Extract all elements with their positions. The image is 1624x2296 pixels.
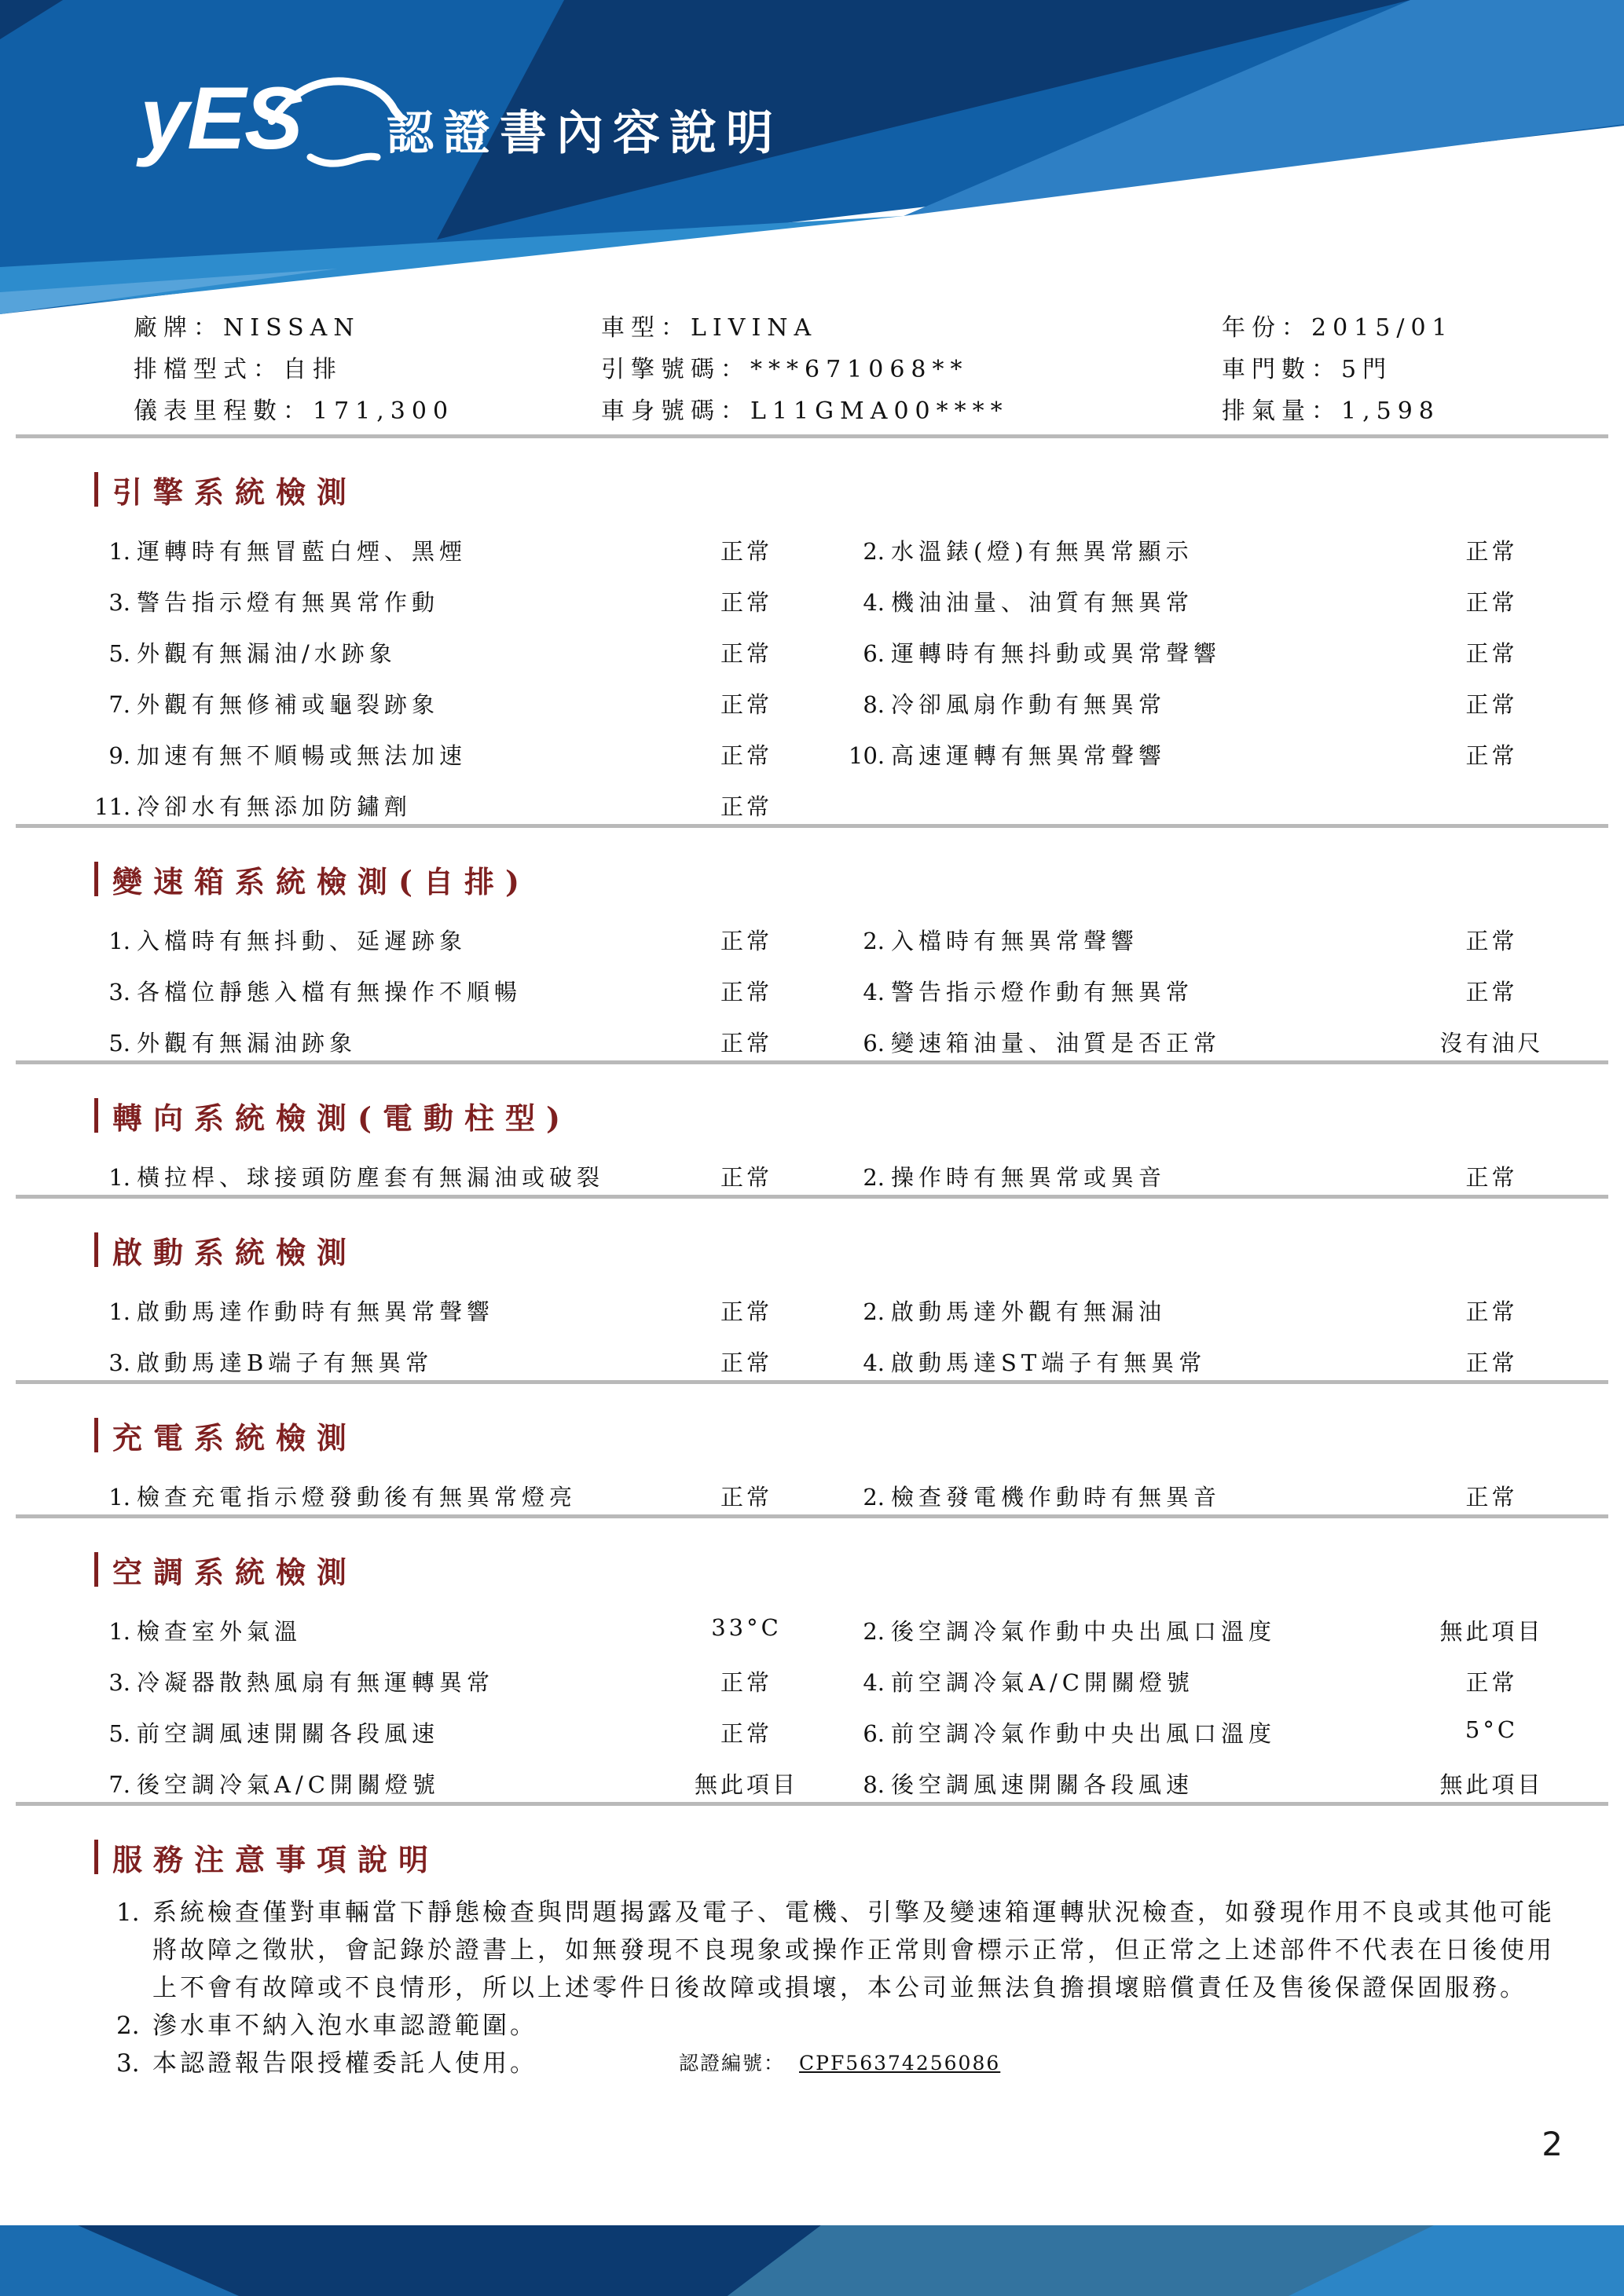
section-title-bar: [94, 472, 98, 507]
item-label: 冷卻風扇作動有無異常: [891, 691, 1167, 718]
field-value: 171,300: [313, 397, 455, 425]
inspection-row: [94, 970, 1577, 1021]
vehicle-info: [94, 308, 1577, 433]
inspection-section: [94, 1097, 1577, 1199]
item-status: 正常: [1465, 691, 1518, 718]
item-label: 機油油量、油質有無異常: [891, 589, 1194, 616]
note-text: 系統檢查僅對車輛當下靜態檢查與問題揭露及電子、電機、引擎及變速箱運轉狀況檢查，如發現作用不良或其他可能將故障之徵狀，會記錄於證書上，如無發現不良現象或操作正常則會標示正常，但正常之上述部件不代表在日後使用上不會有故障或不良情形，所以上述零件日後故障或損壞，本公司並無法負擔損壞賠償責任及售後保證保固服務。: [152, 1899, 1555, 2002]
section-divider: [16, 1195, 1608, 1199]
inspection-row: [94, 785, 1577, 824]
item-status: 正常: [720, 1164, 772, 1191]
item-number: 8.: [863, 1771, 885, 1798]
field-label: 排檔型式：: [134, 356, 283, 383]
inspection-item: [849, 919, 1406, 956]
inspection-row: [94, 632, 1577, 683]
vehicle-field: [1222, 308, 1577, 350]
inspection-row: [94, 734, 1577, 785]
item-status: 正常: [1465, 979, 1518, 1005]
item-number: 2.: [863, 1164, 885, 1191]
item-label: 入檔時有無抖動、延遲跡象: [137, 928, 467, 954]
inspection-row: [94, 1609, 1577, 1661]
inspection-item: [849, 1661, 1406, 1697]
item-status: 正常: [1465, 640, 1518, 667]
inspection-row: [94, 683, 1577, 734]
item-status: 無此項目: [1439, 1618, 1544, 1645]
inspection-section: [94, 1417, 1577, 1518]
yes-logo-text: yES: [140, 69, 302, 167]
section-divider: [16, 1514, 1608, 1518]
item-label: 冷卻水有無添加防鏽劑: [137, 793, 412, 820]
item-label: 前空調冷氣作動中央出風口溫度: [891, 1720, 1277, 1747]
item-status: 正常: [1465, 538, 1518, 565]
field-value: 1,598: [1341, 397, 1440, 425]
item-number: 5.: [108, 1030, 130, 1056]
service-notes: [94, 1894, 1577, 2082]
yes-logo: [140, 69, 423, 170]
item-label: 入檔時有無異常聲響: [891, 928, 1139, 954]
inspection-item: [849, 580, 1406, 617]
item-label: 前空調風速開關各段風速: [137, 1720, 440, 1747]
divider: [16, 434, 1608, 438]
item-number: 6.: [863, 1720, 885, 1747]
inspection-item: [849, 1712, 1406, 1749]
item-number: 4.: [863, 1349, 885, 1376]
item-status: 正常: [720, 538, 772, 565]
item-number: 7.: [108, 691, 130, 718]
item-number: 1.: [108, 1484, 130, 1511]
item-label: 啟動馬達作動時有無異常聲響: [137, 1298, 495, 1325]
item-status: 正常: [1465, 1164, 1518, 1191]
item-label: 檢查室外氣溫: [137, 1618, 302, 1645]
inspection-item: [94, 1341, 676, 1378]
inspection-item: [849, 632, 1406, 668]
field-label: 儀表里程數：: [134, 397, 313, 425]
vehicle-field: [134, 350, 601, 391]
inspection-item: [94, 734, 676, 771]
section-title-bar: [94, 1098, 98, 1133]
inspection-item: [94, 970, 676, 1007]
inspection-item: [94, 1475, 676, 1512]
inspection-item: [94, 1609, 676, 1646]
inspection-rows: [94, 1155, 1577, 1195]
item-status: 正常: [720, 1720, 772, 1747]
page-title: 認證書內容說明: [387, 106, 783, 161]
item-status: 正常: [720, 1484, 772, 1511]
item-status: 正常: [720, 1669, 772, 1696]
section-title-bar: [94, 862, 98, 896]
item-number: 1.: [108, 1164, 130, 1191]
item-number: 5.: [108, 640, 130, 667]
item-number: 1.: [108, 1618, 130, 1645]
item-number: 5.: [108, 1720, 130, 1747]
section-title-bar: [94, 1418, 98, 1452]
vehicle-field: [134, 391, 601, 433]
item-status: 5°C: [1465, 1716, 1519, 1743]
inspection-item: [94, 683, 676, 720]
item-status: 正常: [720, 691, 772, 718]
item-number: 1.: [108, 538, 130, 565]
item-label: 後空調冷氣作動中央出風口溫度: [891, 1618, 1277, 1645]
section-title: 引擎系統檢測: [112, 474, 358, 510]
inspection-item: [849, 1341, 1406, 1378]
item-number: 2.: [863, 1484, 885, 1511]
item-number: 3.: [108, 589, 130, 616]
item-label: 檢查發電機作動時有無異音: [891, 1484, 1222, 1511]
inspection-item: [849, 1609, 1406, 1646]
item-number: 2.: [863, 1618, 885, 1645]
item-label: 警告指示燈作動有無異常: [891, 979, 1194, 1005]
inspection-row: [94, 529, 1577, 580]
note-item: [116, 1894, 1577, 2007]
item-label: 橫拉桿、球接頭防塵套有無漏油或破裂: [137, 1164, 605, 1191]
inspection-rows: [94, 529, 1577, 824]
note-text: 滲水車不納入泡水車認證範圍。: [152, 2012, 537, 2040]
inspection-row: [94, 1021, 1577, 1060]
certificate-number-value: CPF56374256086: [799, 2052, 1001, 2074]
inspection-item: [94, 1661, 676, 1697]
item-label: 加速有無不順暢或無法加速: [137, 742, 467, 769]
item-number: 4.: [863, 979, 885, 1005]
field-value: L11GMA00****: [750, 397, 1009, 425]
item-number: 4.: [863, 589, 885, 616]
note-number: 2.: [116, 2012, 140, 2040]
item-number: 3.: [108, 979, 130, 1005]
item-label: 後空調冷氣A/C開關燈號: [137, 1771, 440, 1798]
field-label: 引擎號碼：: [601, 356, 750, 383]
section-divider: [16, 1060, 1608, 1064]
item-status: 正常: [1465, 1349, 1518, 1376]
item-number: 7.: [108, 1771, 130, 1798]
inspection-rows: [94, 1609, 1577, 1802]
inspection-item: [849, 785, 1406, 789]
inspection-row: [94, 1763, 1577, 1802]
item-number: 6.: [863, 1030, 885, 1056]
vehicle-field: [601, 308, 1222, 350]
item-label: 後空調風速開關各段風速: [891, 1771, 1194, 1798]
item-number: 3.: [108, 1349, 130, 1376]
note-item: [116, 2045, 1577, 2082]
item-label: 檢查充電指示燈發動後有無異常燈亮: [137, 1484, 577, 1511]
item-status: 無此項目: [1439, 1771, 1544, 1798]
inspection-item: [94, 785, 676, 822]
item-label: 冷凝器散熱風扇有無運轉異常: [137, 1669, 495, 1696]
item-label: 各檔位靜態入檔有無操作不順暢: [137, 979, 522, 1005]
item-number: 10.: [849, 742, 885, 769]
inspection-rows: [94, 1475, 1577, 1514]
item-status: 正常: [720, 640, 772, 667]
item-number: 4.: [863, 1669, 885, 1696]
item-label: 水溫錶(燈)有無異常顯示: [891, 538, 1193, 565]
item-number: 1.: [108, 928, 130, 954]
section-divider: [16, 824, 1608, 828]
item-status: 正常: [1465, 1669, 1518, 1696]
item-status: 無此項目: [694, 1771, 798, 1798]
section-divider: [16, 1380, 1608, 1384]
inspection-item: [849, 970, 1406, 1007]
item-label: 運轉時有無冒藍白煙、黑煙: [137, 538, 467, 565]
note-number: 1.: [116, 1899, 140, 1927]
inspection-row: [94, 580, 1577, 632]
item-status: 正常: [720, 1298, 772, 1325]
section-title: 空調系統檢測: [112, 1554, 358, 1590]
section-divider: [16, 1802, 1608, 1806]
item-label: 外觀有無修補或龜裂跡象: [137, 691, 440, 718]
item-status: 正常: [1465, 928, 1518, 954]
content: [0, 308, 1624, 2082]
inspection-row: [94, 1475, 1577, 1514]
inspection-row: [94, 1290, 1577, 1341]
item-label: 啟動馬達ST端子有無異常: [891, 1349, 1207, 1376]
vehicle-field: [1222, 391, 1577, 433]
item-status: 正常: [1465, 1484, 1518, 1511]
item-status: 正常: [720, 1349, 772, 1376]
inspection-item: [849, 1475, 1406, 1512]
certificate-number-label: 認證編號：: [679, 2052, 786, 2074]
field-label: 車門數：: [1222, 356, 1341, 383]
item-label: 啟動馬達外觀有無漏油: [891, 1298, 1167, 1325]
inspection-item: [849, 683, 1406, 720]
field-value: 自排: [283, 356, 343, 383]
item-status: 正常: [720, 979, 772, 1005]
item-label: 外觀有無漏油/水跡象: [137, 640, 397, 667]
item-status: 正常: [720, 928, 772, 954]
section-title: 轉向系統檢測(電動柱型): [112, 1100, 571, 1136]
item-label: 前空調冷氣A/C開關燈號: [891, 1669, 1194, 1696]
item-status: 正常: [1465, 742, 1518, 769]
field-value: 2015/01: [1311, 314, 1454, 342]
section-title: 啟動系統檢測: [112, 1234, 358, 1270]
certificate-number: [679, 2045, 1014, 2082]
inspection-rows: [94, 919, 1577, 1060]
item-label: 變速箱油量、油質是否正常: [891, 1030, 1222, 1056]
item-status: 正常: [720, 1030, 772, 1056]
item-number: 11.: [94, 793, 131, 820]
inspection-item: [849, 1763, 1406, 1800]
inspection-section: [94, 471, 1577, 828]
item-status: 正常: [720, 793, 772, 820]
field-label: 排氣量：: [1222, 397, 1341, 425]
item-number: 8.: [863, 691, 885, 718]
item-number: 3.: [108, 1669, 130, 1696]
section-title: 服務注意事項說明: [112, 1841, 440, 1877]
inspection-item: [849, 529, 1406, 566]
item-status: 33°C: [711, 1614, 782, 1641]
section-title-bar: [94, 1232, 98, 1267]
section-title-bar: [94, 1840, 98, 1874]
item-status: 正常: [1465, 589, 1518, 616]
page-number: 2: [1542, 2125, 1563, 2163]
inspection-row: [94, 1712, 1577, 1763]
note-number: 3.: [116, 2049, 140, 2078]
vehicle-field: [601, 391, 1222, 433]
inspection-item: [94, 1021, 676, 1058]
item-label: 高速運轉有無異常聲響: [891, 742, 1167, 769]
inspection-row: [94, 1661, 1577, 1712]
item-number: 2.: [863, 928, 885, 954]
field-value: NISSAN: [223, 314, 361, 342]
section-title: 變速箱系統檢測(自排): [112, 863, 530, 899]
section-title: 充電系統檢測: [112, 1419, 358, 1456]
item-status: [1406, 785, 1577, 789]
inspection-section: [94, 1551, 1577, 1806]
inspection-item: [849, 734, 1406, 771]
inspection-item: [94, 1712, 676, 1749]
item-number: 6.: [863, 640, 885, 667]
item-label: 外觀有無漏油跡象: [137, 1030, 357, 1056]
inspection-item: [94, 1763, 676, 1800]
item-number: 2.: [863, 1298, 885, 1325]
field-label: 車型：: [601, 314, 691, 342]
inspection-row: [94, 1155, 1577, 1195]
field-value: 5門: [1341, 356, 1393, 383]
item-status: 正常: [1465, 1298, 1518, 1325]
item-label: 啟動馬達B端子有無異常: [137, 1349, 434, 1376]
note-text: 本認證報告限授權委託人使用。: [152, 2049, 537, 2078]
inspection-item: [849, 1155, 1406, 1192]
item-number: 9.: [108, 742, 130, 769]
inspection-section: [94, 861, 1577, 1064]
inspection-row: [94, 1341, 1577, 1380]
inspection-row: [94, 919, 1577, 970]
item-label: 警告指示燈有無異常作動: [137, 589, 440, 616]
inspection-section: [94, 1232, 1577, 1384]
field-label: 年份：: [1222, 314, 1311, 342]
field-label: 車身號碼：: [601, 397, 750, 425]
inspection-item: [94, 632, 676, 668]
vehicle-field: [134, 308, 601, 350]
inspection-item: [849, 1021, 1406, 1058]
inspection-rows: [94, 1290, 1577, 1380]
inspection-item: [849, 1290, 1406, 1327]
vehicle-field: [1222, 350, 1577, 391]
field-label: 廠牌：: [134, 314, 223, 342]
item-status: 正常: [720, 589, 772, 616]
inspection-item: [94, 1290, 676, 1327]
item-status: 正常: [720, 742, 772, 769]
sections: [94, 471, 1577, 1806]
item-label: 運轉時有無抖動或異常聲響: [891, 640, 1222, 667]
inspection-item: [94, 580, 676, 617]
footer-banner: [0, 2225, 1624, 2296]
field-value: ***671068**: [750, 356, 969, 383]
service-notes-section: [94, 1839, 1577, 2082]
inspection-item: [94, 529, 676, 566]
item-label: 操作時有無異常或異音: [891, 1164, 1167, 1191]
inspection-item: [94, 919, 676, 956]
item-number: 2.: [863, 538, 885, 565]
section-title-bar: [94, 1552, 98, 1587]
inspection-item: [94, 1155, 676, 1192]
note-item: [116, 2007, 1577, 2045]
item-number: 1.: [108, 1298, 130, 1325]
item-status: 沒有油尺: [1439, 1030, 1544, 1056]
vehicle-field: [601, 350, 1222, 391]
field-value: LIVINA: [691, 314, 818, 342]
